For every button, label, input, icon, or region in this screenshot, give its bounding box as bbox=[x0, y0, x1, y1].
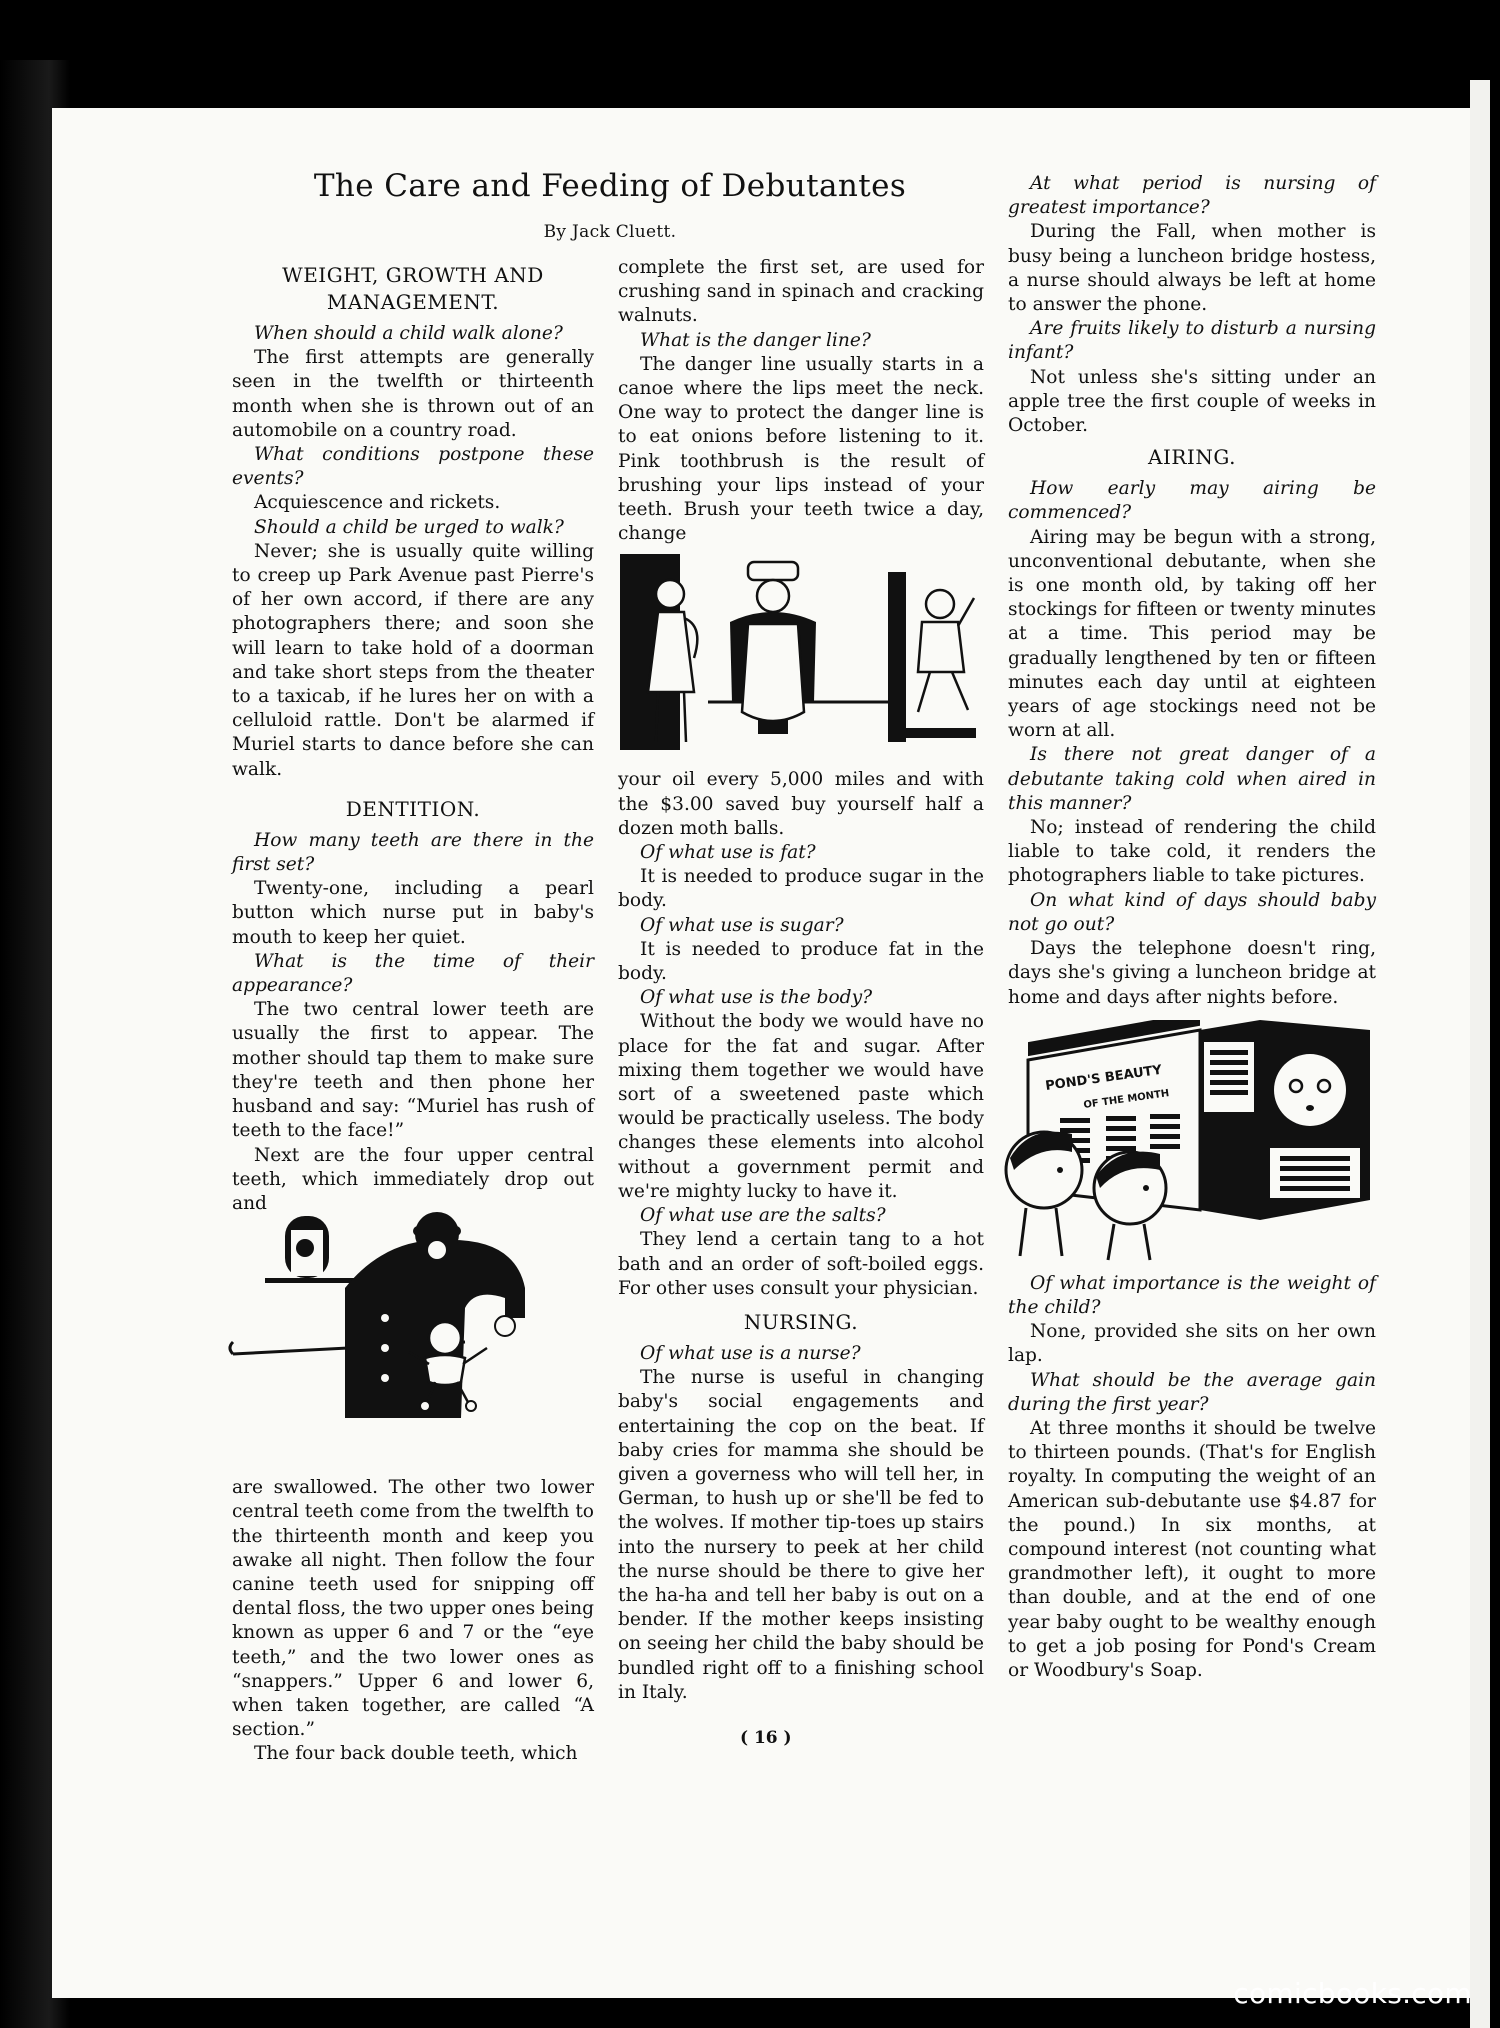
answer: your oil every 5,000 miles and with the $3.00 saved buy yourself half a dozen moth balls. bbox=[618, 769, 984, 839]
ponds-sign-line2: OF THE MONTH bbox=[1082, 1088, 1170, 1111]
answer: During the Fall, when mother is busy being a luncheon bridge hostess, a nurse should always be left at home to answer the phone. bbox=[1008, 221, 1376, 316]
section-heading: DENTITION. bbox=[345, 796, 481, 821]
section-heading: WEIGHT, GROWTH AND MANAGEMENT. bbox=[282, 263, 544, 314]
question: What conditions postpone these events? bbox=[232, 444, 594, 490]
answer: The four back double teeth, which bbox=[254, 1743, 578, 1765]
answer: Next are the four upper central teeth, which immediately drop out and bbox=[232, 1144, 594, 1214]
question: Are fruits likely to disturb a nursing infant? bbox=[1008, 318, 1376, 364]
question: Of what use is the body? bbox=[640, 987, 873, 1009]
page-number: ( 16 ) bbox=[740, 1728, 792, 1748]
answer: Without the body we would have no place for the fat and sugar. After mixing them together we would have sort of a sweetened paste which would be practically useless. The body changes these elements into alcohol without a government permit and we're mighty lucky to have it. bbox=[618, 1011, 984, 1202]
answer: are swallowed. The other two lower central teeth come from the twelfth to the thirteenth month and keep you awake all night. Then follow the four canine teeth used for snipping off dental floss, the two upper ones being known as upper 6 and 7 or the “eye teeth,” and the two lower ones as “snappers.” Upper 6 and lower 6, when taken together, are called “A section.” bbox=[232, 1477, 594, 1741]
ponds-beauty-cartoon bbox=[1000, 1020, 1380, 1270]
watermark: comicbooks.com bbox=[1233, 1977, 1472, 2010]
question: Of what use is fat? bbox=[640, 842, 816, 864]
column-1 bbox=[232, 256, 594, 1767]
answer: Acquiescence and rickets. bbox=[254, 492, 501, 514]
question: When should a child walk alone? bbox=[254, 323, 563, 344]
question: How early may airing be commenced? bbox=[1008, 478, 1376, 524]
answer: None, provided she sits on her own lap. bbox=[1008, 1321, 1376, 1367]
column-3 bbox=[1008, 172, 1376, 1683]
answer: The nurse is useful in changing baby's social engagements and entertaining the cop on the beat. If baby cries for mamma she should be given a governess who will tell her, in German, to hush up or she'll be fed to the wolves. If mother tip-toes up stairs into the nursery to peek at her child the nurse should be there to give her the ha-ha and tell her baby is out on a bender. If the mother keeps insisting on seeing her child the baby should be bundled right off to a finishing school in Italy. bbox=[618, 1367, 984, 1703]
column-2 bbox=[618, 256, 984, 1705]
answer: Never; she is usually quite willing to creep up Park Avenue past Pierre's of her own accord, if there are any photographers there; and soon she will learn to take hold of a doorman and take short steps from the theater to a taxicab, if he lures her on with a celluloid rattle. Don't be alarmed if Muriel starts to dance before she can walk. bbox=[232, 540, 594, 780]
answer: complete the first set, are used for crushing sand in spinach and cracking walnuts. bbox=[618, 257, 984, 327]
answer: The two central lower teeth are usually the first to appear. The mother should tap them to make sure they're teeth and then phone her husband and say: “Muriel has rush of teeth to the face!” bbox=[232, 999, 594, 1142]
answer: It is needed to produce fat in the body. bbox=[618, 938, 984, 985]
doorman-baby-cartoon bbox=[225, 1208, 595, 1428]
question: Of what use is sugar? bbox=[640, 914, 844, 936]
answer: It is needed to produce sugar in the body. bbox=[618, 866, 984, 912]
question: What is the danger line? bbox=[640, 329, 871, 351]
answer: They lend a certain tang to a hot bath and an order of soft-boiled eggs. For other uses consult your physician. bbox=[618, 1229, 984, 1299]
answer: No; instead of rendering the child liable to take cold, it renders the photographers liable to take pictures. bbox=[1008, 817, 1376, 887]
question: Of what use are the salts? bbox=[640, 1205, 886, 1227]
nurse-chef-child-cartoon bbox=[618, 552, 988, 752]
answer: Airing may be begun with a strong, unconventional debutante, when she is one month old, by taking off her stockings for fifteen or twenty minutes at a time. This period may be gradually lengthened by ten or fifteen minutes each day until at eighteen years of age stockings need not be worn at all. bbox=[1008, 526, 1376, 742]
question: On what kind of days should baby not go out? bbox=[1008, 889, 1376, 935]
question: Is there not great danger of a debutante taking cold when aired in this manner? bbox=[1008, 744, 1376, 814]
question: How many teeth are there in the first set? bbox=[232, 829, 594, 876]
answer: Twenty-one, including a pearl button which nurse put in baby's mouth to keep her quiet. bbox=[232, 878, 594, 948]
next-page-edge bbox=[1466, 80, 1500, 2028]
question: What is the time of their appearance? bbox=[232, 950, 594, 997]
question: Of what importance is the weight of the child? bbox=[1008, 1272, 1376, 1318]
answer: Not unless she's sitting under an apple tree the first couple of weeks in October. bbox=[1008, 366, 1376, 437]
answer: The danger line usually starts in a canoe where the lips meet the neck. One way to protect the danger line is to eat onions before listening to it. Pink toothbrush is the result of brushing your lips instead of your teeth. Brush your teeth twice a day, change bbox=[618, 353, 984, 545]
answer: The first attempts are generally seen in the twelfth or thirteenth month when she is thrown out of an automobile on a country road. bbox=[232, 347, 594, 441]
answer: At three months it should be twelve to thirteen pounds. (That's for English royalty. In computing the weight of an American sub-debutante use $4.87 for the pound.) In six months, at compound interest (not counting what grandmother left), it ought to more than double, and at the end of one year baby ought to be wealthy enough to get a job posing for Pond's Cream or Woodbury's Soap. bbox=[1008, 1417, 1376, 1681]
article-byline: By Jack Cluett. bbox=[543, 222, 677, 242]
ponds-sign-line1: POND'S BEAUTY bbox=[1044, 1062, 1163, 1094]
article-title: The Care and Feeding of Debutantes bbox=[313, 168, 907, 204]
answer: Days the telephone doesn't ring, days she's giving a luncheon bridge at home and days after nights before. bbox=[1008, 938, 1376, 1008]
section-heading: NURSING. bbox=[743, 1309, 859, 1334]
question: Of what use is a nurse? bbox=[640, 1342, 861, 1364]
question: Should a child be urged to walk? bbox=[254, 516, 564, 538]
section-heading: AIRING. bbox=[1148, 445, 1236, 470]
question: At what period is nursing of greatest importance? bbox=[1008, 173, 1376, 219]
question: What should be the average gain during the first year? bbox=[1008, 1369, 1376, 1415]
